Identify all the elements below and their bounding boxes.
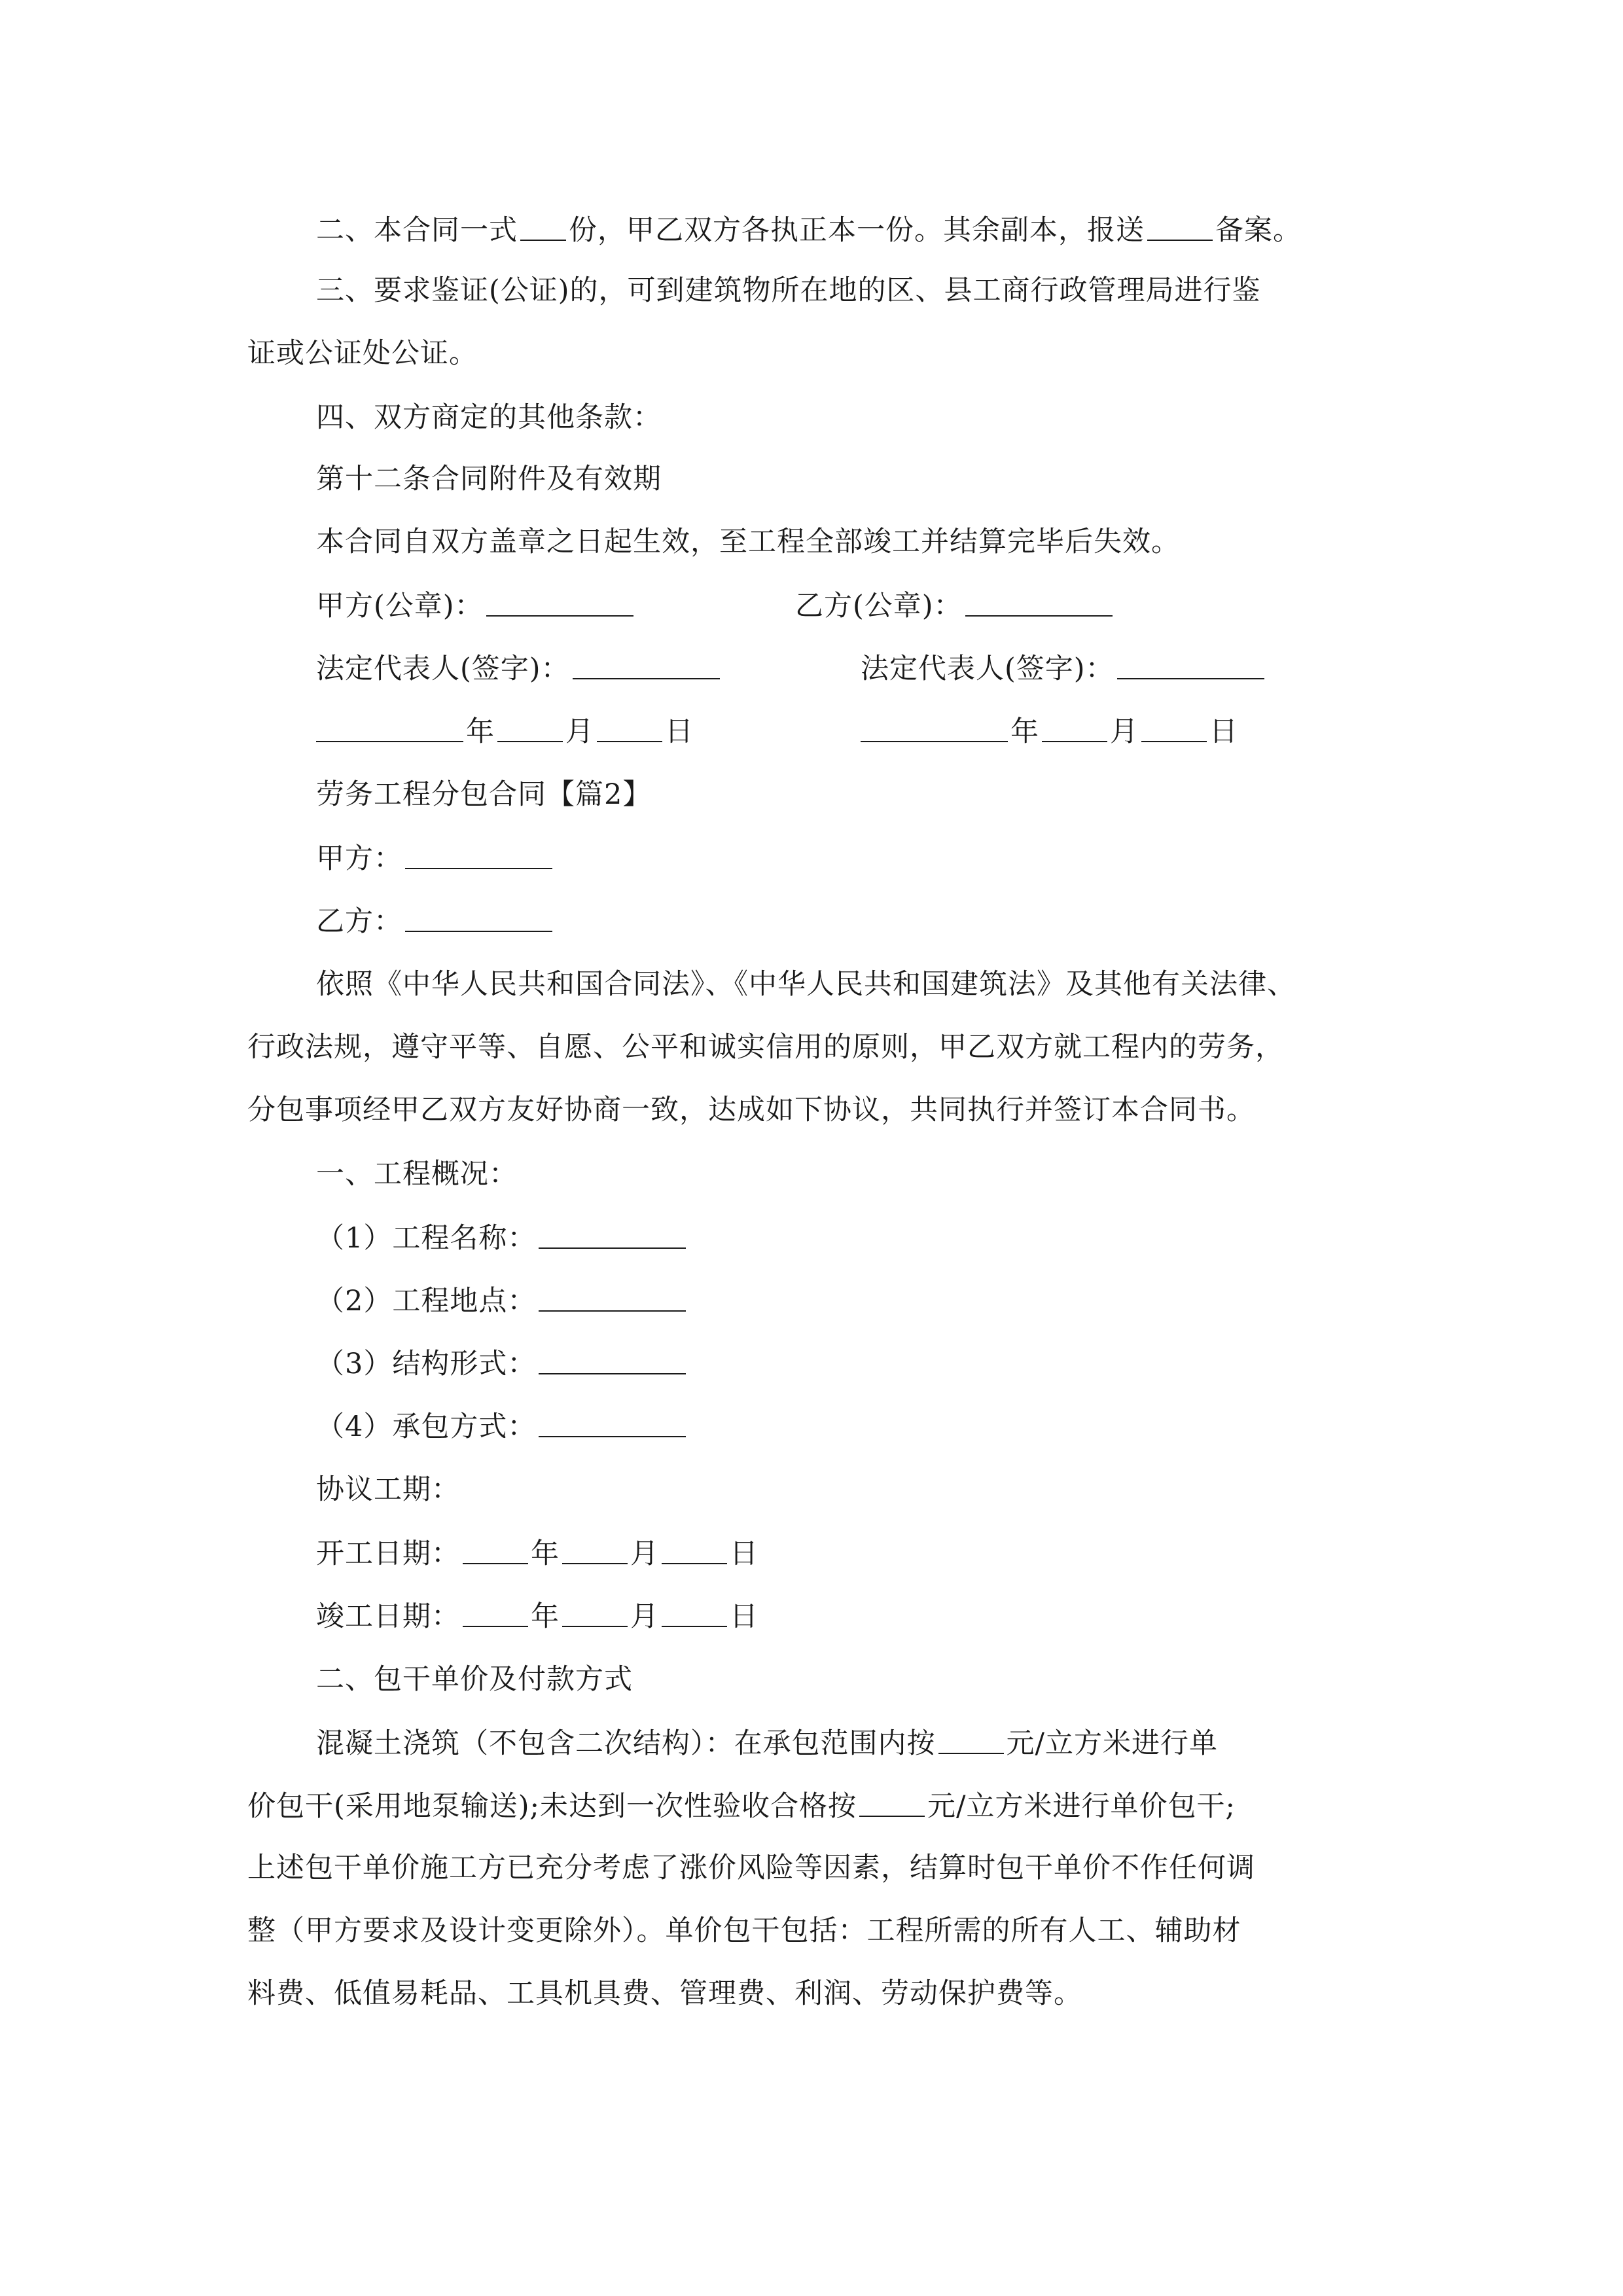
preamble-line-3: 分包事项经甲乙双方友好协商一致，达成如下协议，共同执行并签订本合同书。 bbox=[247, 1094, 1255, 1126]
party-b-day-blank bbox=[1141, 712, 1207, 742]
completion-date bbox=[316, 1596, 758, 1636]
pricing-line-2-text-b: 元/立方米进行单价包干; bbox=[927, 1790, 1236, 1823]
pricing-line-1-text-b: 元/立方米进行单 bbox=[1006, 1727, 1218, 1760]
start-year-blank bbox=[463, 1534, 528, 1564]
clause-notary-2: 证或公证处公证。 bbox=[247, 337, 478, 370]
project-name-label: （1）工程名称： bbox=[316, 1222, 537, 1255]
completion-year-blank bbox=[463, 1597, 528, 1627]
start-day-label: 日 bbox=[730, 1537, 758, 1570]
pricing-line-5: 料费、低值易耗品、工具机具费、管理费、利润、劳动保护费等。 bbox=[247, 1977, 1082, 2010]
fail-price-blank bbox=[859, 1787, 925, 1817]
section-1-heading: 一、工程概况： bbox=[316, 1158, 518, 1191]
start-year-label: 年 bbox=[531, 1537, 560, 1570]
effective-clause: 本合同自双方盖章之日起生效，至工程全部竣工并结算完毕后失效。 bbox=[316, 526, 1180, 558]
pricing-line-1-text-a: 混凝土浇筑（不包含二次结构）：在承包范围内按 bbox=[316, 1727, 936, 1760]
contract-2-party-b bbox=[316, 901, 555, 941]
completion-date-label: 竣工日期： bbox=[316, 1600, 460, 1633]
party-b-seal-label: 乙方(公章)： bbox=[795, 590, 963, 622]
party-b-rep bbox=[861, 648, 1267, 689]
party-b-month-blank bbox=[1042, 712, 1107, 742]
party-b-month-label: 月 bbox=[1110, 715, 1139, 748]
project-location bbox=[316, 1280, 688, 1321]
pricing-line-4: 整（甲方要求及设计变更除外）。单价包干包括：工程所需的所有人工、辅助材 bbox=[247, 1914, 1241, 1947]
party-a-month-label: 月 bbox=[565, 715, 594, 748]
clause-other-terms: 四、双方商定的其他条款： bbox=[316, 401, 662, 434]
party-a-year-blank bbox=[316, 712, 463, 742]
contract-2-party-b-blank bbox=[405, 902, 552, 932]
contract-2-party-a-blank bbox=[405, 839, 552, 869]
clause-copies-text-b: 份，甲乙双方各执正本一份。其余副本，报送 bbox=[569, 214, 1145, 247]
start-month-blank bbox=[562, 1534, 628, 1564]
completion-day-label: 日 bbox=[730, 1600, 758, 1633]
contract-method-blank bbox=[539, 1407, 686, 1437]
party-a-rep-label: 法定代表人(签字)： bbox=[316, 653, 570, 685]
unit-price-blank bbox=[938, 1724, 1004, 1754]
article-12-heading: 第十二条合同附件及有效期 bbox=[316, 463, 662, 495]
party-a-year-label: 年 bbox=[466, 715, 495, 748]
clause-notary-1: 三、要求鉴证(公证)的，可到建筑物所在地的区、县工商行政管理局进行鉴 bbox=[316, 274, 1261, 307]
contract-2-party-a bbox=[316, 838, 555, 878]
completion-day-blank bbox=[662, 1597, 727, 1627]
party-a-day-blank bbox=[597, 712, 662, 742]
section-2-heading: 二、包干单价及付款方式 bbox=[316, 1663, 633, 1696]
party-a-rep bbox=[316, 648, 722, 689]
preamble-line-1: 依照《中华人民共和国合同法》、《中华人民共和国建筑法》及其他有关法律、 bbox=[316, 968, 1296, 1001]
filing-blank bbox=[1147, 211, 1213, 241]
party-a-seal-blank bbox=[486, 586, 633, 617]
party-b-year-blank bbox=[861, 712, 1008, 742]
pricing-line-1 bbox=[316, 1723, 1218, 1763]
pricing-line-2 bbox=[247, 1785, 1236, 1826]
structure-type bbox=[316, 1343, 688, 1384]
completion-month-blank bbox=[562, 1597, 628, 1627]
project-name-blank bbox=[539, 1219, 686, 1249]
structure-type-label: （3）结构形式： bbox=[316, 1348, 537, 1380]
clause-copies-text-c: 备案。 bbox=[1215, 214, 1302, 247]
contract-method bbox=[316, 1406, 688, 1446]
party-b-seal-blank bbox=[965, 586, 1113, 617]
completion-year-label: 年 bbox=[531, 1600, 560, 1633]
structure-type-blank bbox=[539, 1344, 686, 1374]
contract-2-party-b-label: 乙方： bbox=[316, 905, 402, 938]
start-date bbox=[316, 1533, 758, 1573]
party-b-year-label: 年 bbox=[1010, 715, 1039, 748]
contract-2-title: 劳务工程分包合同【篇2】 bbox=[316, 778, 652, 811]
start-day-blank bbox=[662, 1534, 727, 1564]
start-month-label: 月 bbox=[630, 1537, 659, 1570]
party-b-day-label: 日 bbox=[1209, 715, 1238, 748]
party-b-rep-blank bbox=[1117, 649, 1264, 679]
completion-month-label: 月 bbox=[630, 1600, 659, 1633]
party-a-rep-blank bbox=[573, 649, 720, 679]
party-a-seal-label: 甲方(公章)： bbox=[316, 590, 484, 622]
party-a-day-label: 日 bbox=[665, 715, 694, 748]
contract-method-label: （4）承包方式： bbox=[316, 1410, 537, 1443]
start-date-label: 开工日期： bbox=[316, 1537, 460, 1570]
project-name bbox=[316, 1217, 688, 1258]
clause-copies-text-a: 二、本合同一式 bbox=[316, 214, 518, 247]
clause-copies bbox=[316, 209, 1302, 250]
party-a-date bbox=[316, 711, 694, 751]
party-b-rep-label: 法定代表人(签字)： bbox=[861, 653, 1115, 685]
party-a-seal bbox=[316, 585, 636, 626]
copies-blank bbox=[520, 211, 566, 241]
project-location-blank bbox=[539, 1282, 686, 1312]
project-location-label: （2）工程地点： bbox=[316, 1285, 537, 1318]
pricing-line-2-text-a: 价包干(采用地泵输送);未达到一次性验收合格按 bbox=[247, 1790, 857, 1823]
party-b-date bbox=[861, 711, 1238, 751]
party-a-month-blank bbox=[497, 712, 563, 742]
preamble-line-2: 行政法规，遵守平等、自愿、公平和诚实信用的原则，甲乙双方就工程内的劳务， bbox=[247, 1031, 1284, 1064]
party-b-seal bbox=[795, 585, 1115, 626]
contract-2-party-a-label: 甲方： bbox=[316, 842, 402, 875]
pricing-line-3: 上述包干单价施工方已充分考虑了涨价风险等因素，结算时包干单价不作任何调 bbox=[247, 1852, 1255, 1884]
agreed-duration: 协议工期： bbox=[316, 1473, 460, 1506]
